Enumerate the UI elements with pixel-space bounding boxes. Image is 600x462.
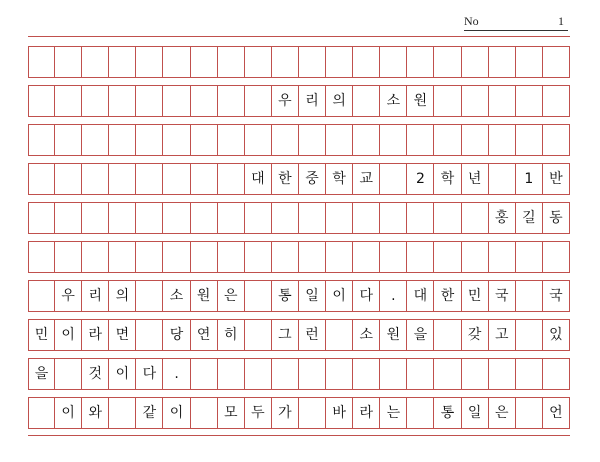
grid-cell	[82, 86, 109, 116]
grid-cell	[326, 242, 353, 272]
grid-cell	[109, 242, 136, 272]
grid-cell: 한	[435, 281, 462, 311]
grid-cell	[516, 125, 543, 155]
grid-cell: 일	[462, 398, 489, 428]
grid-cell	[272, 125, 299, 155]
grid-cell: 라	[82, 320, 109, 350]
grid-cell	[516, 320, 543, 350]
grid-cell: 일	[299, 281, 326, 311]
grid-row	[28, 163, 570, 195]
grid-cell	[407, 203, 434, 233]
grid-cell: 반	[543, 164, 570, 194]
grid-cell	[55, 203, 82, 233]
grid-cell	[82, 125, 109, 155]
grid-cell	[407, 359, 434, 389]
grid-cell	[543, 125, 570, 155]
top-rule	[28, 36, 570, 37]
grid-cell	[191, 242, 218, 272]
grid-cell	[380, 164, 407, 194]
grid-cell	[299, 398, 326, 428]
grid-cell	[543, 359, 570, 389]
grid-row	[28, 358, 570, 390]
grid-cell: 학	[326, 164, 353, 194]
grid-cell	[28, 86, 55, 116]
grid-cell	[245, 125, 272, 155]
grid-cell: 을	[407, 320, 434, 350]
grid-cell: 두	[245, 398, 272, 428]
grid-cell	[55, 164, 82, 194]
grid-cell	[136, 242, 163, 272]
grid-cell	[28, 203, 55, 233]
grid-cell: 라	[353, 398, 380, 428]
grid-cell: 이	[55, 320, 82, 350]
grid-cell	[28, 398, 55, 428]
grid-row	[28, 124, 570, 156]
grid-cell	[272, 242, 299, 272]
grid-cell	[191, 398, 218, 428]
grid-cell	[136, 47, 163, 77]
grid-cell	[109, 125, 136, 155]
grid-cell: 는	[380, 398, 407, 428]
grid-cell: 소	[164, 281, 191, 311]
grid-cell	[245, 47, 272, 77]
page-number-label: No	[464, 14, 479, 28]
grid-cell	[489, 359, 516, 389]
grid-cell	[326, 125, 353, 155]
grid-cell	[245, 320, 272, 350]
grid-cell	[353, 125, 380, 155]
grid-cell	[353, 86, 380, 116]
grid-cell: 와	[82, 398, 109, 428]
grid-cell: 은	[218, 281, 245, 311]
grid-cell: 국	[489, 281, 516, 311]
grid-cell: 동	[543, 203, 570, 233]
grid-cell	[299, 242, 326, 272]
grid-cell: 1	[516, 164, 543, 194]
grid-cell	[489, 125, 516, 155]
grid-cell	[218, 164, 245, 194]
grid-cell: 다	[353, 281, 380, 311]
grid-cell	[82, 242, 109, 272]
grid-cell: 이	[164, 398, 191, 428]
grid-cell	[82, 164, 109, 194]
grid-cell	[28, 47, 55, 77]
grid-cell: 이	[326, 281, 353, 311]
grid-cell	[245, 203, 272, 233]
grid-cell: 홍	[489, 203, 516, 233]
grid-cell: 은	[489, 398, 516, 428]
grid-cell: 2	[407, 164, 434, 194]
grid-cell	[462, 86, 489, 116]
grid-cell: 원	[380, 320, 407, 350]
grid-cell: 국	[543, 281, 570, 311]
grid-cell	[82, 203, 109, 233]
grid-cell: .	[380, 281, 407, 311]
grid-cell: 언	[543, 398, 570, 428]
grid-cell	[380, 242, 407, 272]
grid-cell: 원	[407, 86, 434, 116]
grid-cell	[28, 281, 55, 311]
grid-cell	[218, 125, 245, 155]
grid-cell	[380, 359, 407, 389]
grid-cell	[272, 203, 299, 233]
grid-cell	[462, 359, 489, 389]
grid-cell: 고	[489, 320, 516, 350]
grid-cell	[28, 164, 55, 194]
grid-cell	[543, 47, 570, 77]
grid-cell: 연	[191, 320, 218, 350]
grid-cell: 우	[55, 281, 82, 311]
grid-cell: 소	[353, 320, 380, 350]
grid-cell: 원	[191, 281, 218, 311]
grid-cell	[218, 47, 245, 77]
grid-cell	[164, 86, 191, 116]
grid-row	[28, 319, 570, 351]
grid-cell	[543, 242, 570, 272]
grid-cell	[136, 203, 163, 233]
grid-row	[28, 202, 570, 234]
grid-cell	[164, 47, 191, 77]
grid-cell	[462, 242, 489, 272]
grid-cell: 같	[136, 398, 163, 428]
grid-cell: 대	[407, 281, 434, 311]
grid-cell	[136, 125, 163, 155]
grid-cell	[55, 242, 82, 272]
grid-cell	[191, 203, 218, 233]
grid-cell: 리	[82, 281, 109, 311]
grid-cell: 의	[326, 86, 353, 116]
grid-cell: 런	[299, 320, 326, 350]
page-number-value: 1	[558, 14, 564, 28]
grid-cell	[353, 359, 380, 389]
grid-cell	[191, 47, 218, 77]
grid-cell	[191, 359, 218, 389]
grid-row	[28, 280, 570, 312]
grid-cell	[516, 281, 543, 311]
grid-cell	[435, 47, 462, 77]
grid-cell	[109, 47, 136, 77]
grid-cell: 민	[462, 281, 489, 311]
grid-cell	[218, 242, 245, 272]
grid-cell	[435, 359, 462, 389]
grid-cell: 것	[82, 359, 109, 389]
grid-cell	[218, 203, 245, 233]
grid-cell: 통	[272, 281, 299, 311]
grid-cell	[245, 86, 272, 116]
grid-cell: 면	[109, 320, 136, 350]
grid-cell	[516, 47, 543, 77]
bottom-rule	[28, 435, 570, 436]
grid-cell	[543, 86, 570, 116]
grid-cell	[353, 47, 380, 77]
grid-cell	[191, 125, 218, 155]
grid-cell	[516, 359, 543, 389]
grid-cell	[353, 203, 380, 233]
grid-row	[28, 46, 570, 78]
grid-cell	[272, 359, 299, 389]
grid-cell	[245, 242, 272, 272]
grid-cell: 을	[28, 359, 55, 389]
grid-cell: 다	[136, 359, 163, 389]
grid-cell: 있	[543, 320, 570, 350]
grid-cell	[380, 125, 407, 155]
grid-cell: 리	[299, 86, 326, 116]
grid-cell: 갖	[462, 320, 489, 350]
grid-cell	[516, 398, 543, 428]
grid-cell	[435, 86, 462, 116]
grid-cell	[164, 164, 191, 194]
grid-cell	[136, 320, 163, 350]
grid-cell	[462, 125, 489, 155]
grid-cell	[82, 47, 109, 77]
grid-cell	[109, 86, 136, 116]
grid-cell: .	[164, 359, 191, 389]
grid-cell	[489, 47, 516, 77]
grid-cell	[380, 47, 407, 77]
grid-cell	[218, 359, 245, 389]
grid-cell	[435, 320, 462, 350]
grid-cell	[326, 47, 353, 77]
grid-cell	[516, 242, 543, 272]
grid-cell	[489, 86, 516, 116]
grid-cell	[218, 86, 245, 116]
grid-cell	[245, 281, 272, 311]
grid-cell	[407, 47, 434, 77]
grid-cell	[191, 86, 218, 116]
grid-cell	[164, 242, 191, 272]
grid-cell: 길	[516, 203, 543, 233]
grid-cell: 바	[326, 398, 353, 428]
grid-cell	[299, 203, 326, 233]
grid-row	[28, 85, 570, 117]
grid-cell	[136, 164, 163, 194]
grid-cell	[299, 125, 326, 155]
grid-cell	[272, 47, 299, 77]
grid-cell	[164, 125, 191, 155]
grid-cell: 소	[380, 86, 407, 116]
grid-cell	[516, 86, 543, 116]
grid-cell	[326, 359, 353, 389]
grid-cell: 학	[435, 164, 462, 194]
page-number-field	[464, 14, 568, 31]
grid-cell	[353, 242, 380, 272]
grid-cell	[462, 203, 489, 233]
grid-cell	[435, 125, 462, 155]
grid-cell	[109, 203, 136, 233]
grid-cell: 히	[218, 320, 245, 350]
grid-row	[28, 241, 570, 273]
grid-cell	[299, 47, 326, 77]
grid-cell	[55, 86, 82, 116]
grid-cell: 대	[245, 164, 272, 194]
grid-cell	[109, 398, 136, 428]
grid-cell	[489, 242, 516, 272]
grid-cell	[28, 125, 55, 155]
grid-cell	[191, 164, 218, 194]
grid-cell	[55, 125, 82, 155]
grid-cell	[462, 47, 489, 77]
grid-cell	[28, 242, 55, 272]
grid-cell: 의	[109, 281, 136, 311]
grid-cell	[136, 281, 163, 311]
grid-cell: 년	[462, 164, 489, 194]
grid-cell	[326, 203, 353, 233]
grid-cell: 통	[435, 398, 462, 428]
grid-cell	[489, 164, 516, 194]
grid-cell	[407, 125, 434, 155]
grid-cell	[55, 359, 82, 389]
grid-cell	[299, 359, 326, 389]
grid-cell: 이	[109, 359, 136, 389]
grid-cell: 교	[353, 164, 380, 194]
grid-cell: 당	[164, 320, 191, 350]
grid-cell: 우	[272, 86, 299, 116]
grid-row	[28, 397, 570, 429]
grid-cell: 이	[55, 398, 82, 428]
grid-cell	[407, 398, 434, 428]
grid-cell	[435, 203, 462, 233]
grid-cell: 그	[272, 320, 299, 350]
grid-cell: 가	[272, 398, 299, 428]
grid-cell	[326, 320, 353, 350]
grid-cell	[407, 242, 434, 272]
grid-cell	[55, 47, 82, 77]
grid-cell	[136, 86, 163, 116]
grid-cell	[164, 203, 191, 233]
grid-cell	[380, 203, 407, 233]
grid-cell	[245, 359, 272, 389]
grid-cell: 한	[272, 164, 299, 194]
grid-cell: 중	[299, 164, 326, 194]
grid-cell: 민	[28, 320, 55, 350]
grid-cell	[109, 164, 136, 194]
grid-cell	[435, 242, 462, 272]
grid-cell: 모	[218, 398, 245, 428]
